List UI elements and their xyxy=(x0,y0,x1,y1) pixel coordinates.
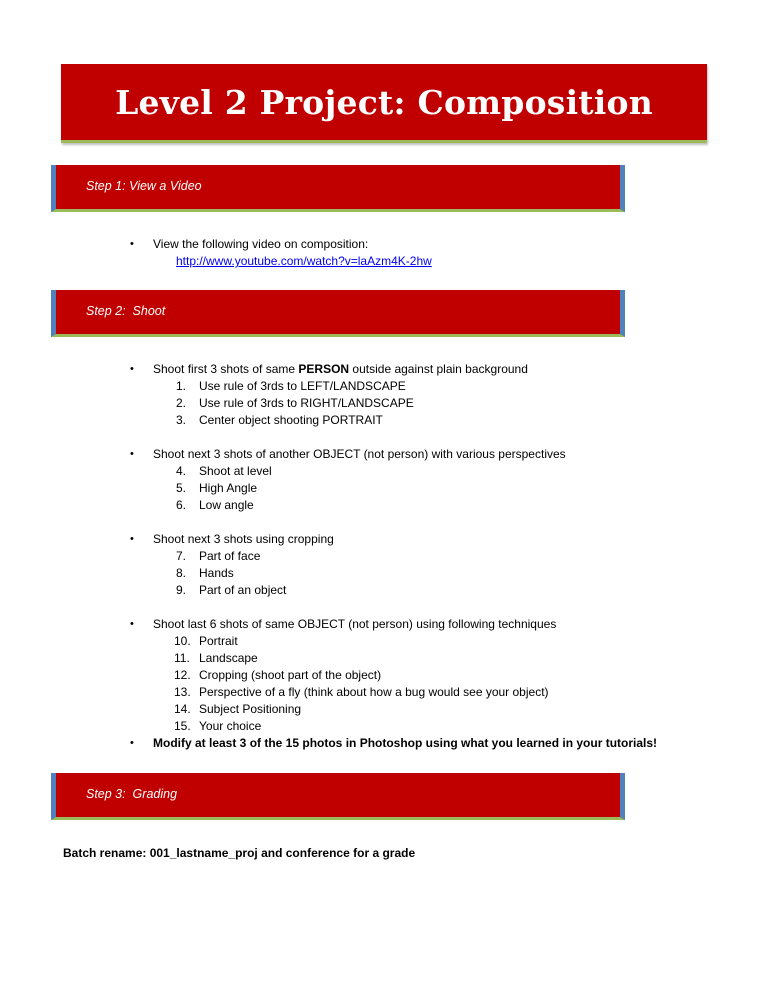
group1-text: Shoot first 3 shots of same PERSON outside against plain background xyxy=(153,362,528,376)
bullet-icon: • xyxy=(130,363,134,375)
grading-text: Batch rename: 001_lastname_proj and conference for a grade xyxy=(63,846,416,860)
video-link[interactable]: http://www.youtube.com/watch?v=laAzm4K-2hw xyxy=(176,254,432,268)
bullet-icon: • xyxy=(130,618,134,630)
title-banner xyxy=(61,64,707,143)
group2-text: Shoot next 3 shots of another OBJECT (not person) with various perspectives xyxy=(153,447,566,461)
bullet-icon: • xyxy=(130,533,134,545)
step1-header-bar xyxy=(51,165,625,212)
group4-text: Shoot last 6 shots of same OBJECT (not person) using following techniques xyxy=(153,617,557,631)
step2-header-bar xyxy=(51,290,625,337)
step1-heading: Step 1: View a Video xyxy=(86,179,202,193)
bullet-icon: • xyxy=(130,448,134,460)
step1-bullet-text: View the following video on composition: xyxy=(153,237,369,251)
step2-heading: Step 2: Shoot xyxy=(86,304,166,318)
page-title: Level 2 Project: Composition xyxy=(115,82,653,122)
bullet-icon: • xyxy=(130,737,134,749)
modify-text: Modify at least 3 of the 15 photos in Photoshop using what you learned in your tutorials! xyxy=(153,736,658,750)
step3-heading: Step 3: Grading xyxy=(86,787,178,801)
group3-text: Shoot next 3 shots using cropping xyxy=(153,532,334,546)
step3-header-bar xyxy=(51,773,625,820)
bullet-icon: • xyxy=(130,238,134,250)
